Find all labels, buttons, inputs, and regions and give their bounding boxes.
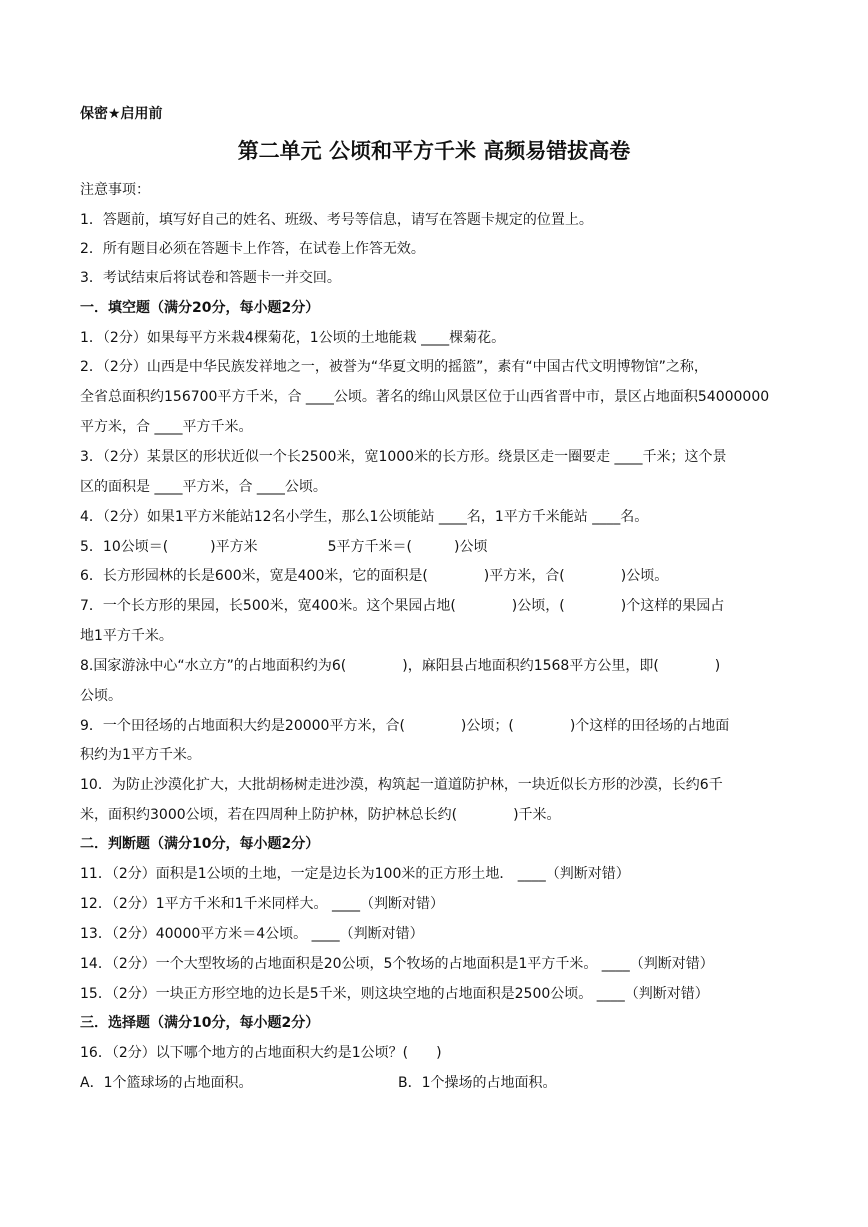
- question-line: 16．（2分）以下哪个地方的占地面积大约是1公顷？( ): [80, 1045, 442, 1061]
- question-line: 全省总面积约156700平方千米，合 ____公顷。著名的绵山风景区位于山西省晋中市，景区占地面积54000000: [80, 389, 770, 405]
- confidential-label: 保密★启用前: [80, 106, 163, 122]
- question-line: 12．（2分）1平方千米和1千米同样大。 ____（判断对错）: [80, 896, 444, 912]
- option-a: A．1个篮球场的占地面积。: [80, 1075, 253, 1091]
- question-line: 14．（2分）一个大型牧场的占地面积是20公顷，5个牧场的占地面积是1平方千米。 ____（判断对错）: [80, 956, 714, 972]
- question-line: 平方米，合 ____平方千米。: [80, 419, 253, 435]
- question-line: 区的面积是 ____平方米，合 ____公顷。: [80, 479, 327, 495]
- question-line: 9．一个田径场的占地面积大约是20000平方米，合( )公顷；( )个这样的田径场的占地面: [80, 718, 730, 734]
- question-line: 5．10公顷＝( )平方米 5平方千米＝( )公顷: [80, 539, 488, 555]
- question-line: 2．（2分）山西是中华民族发祥地之一，被誉为“华夏文明的摇篮”，素有“中国古代文明博物馆”之称，: [80, 359, 708, 375]
- page-title: 第二单元 公顷和平方千米 高频易错拔高卷: [237, 139, 631, 163]
- section-heading-judge: 二．判断题（满分10分，每小题2分）: [80, 836, 320, 852]
- notice-item: 2．所有题目必须在答题卡上作答，在试卷上作答无效。: [80, 241, 425, 257]
- section-heading-fill: 一．填空题（满分20分，每小题2分）: [80, 300, 320, 316]
- question-line: 米，面积约3000公顷，若在四周种上防护林，防护林总长约( )千米。: [80, 807, 561, 823]
- question-line: 积约为1平方千米。: [80, 747, 201, 763]
- question-line: 10．为防止沙漠化扩大，大批胡杨树走进沙漠，构筑起一道道防护林，一块近似长方形的沙漠，长约6千: [80, 777, 723, 793]
- section-heading-choice: 三．选择题（满分10分，每小题2分）: [80, 1015, 320, 1031]
- option-b: B．1个操场的占地面积。: [398, 1075, 557, 1091]
- notice-item: 1．答题前，填写好自己的姓名、班级、考号等信息，请写在答题卡规定的位置上。: [80, 212, 593, 228]
- question-line: 公顷。: [80, 688, 122, 704]
- question-line: 8.国家游泳中心“水立方”的占地面积约为6( )，麻阳县占地面积约1568平方公里，即( ): [80, 658, 721, 674]
- question-line: 1．（2分）如果每平方米栽4棵菊花，1公顷的土地能栽 ____棵菊花。: [80, 330, 506, 346]
- notice-heading: 注意事项：: [80, 182, 150, 198]
- question-line: 4．（2分）如果1平方米能站12名小学生，那么1公顷能站 ____名，1平方千米能站 ____名。: [80, 509, 649, 525]
- question-line: 6．长方形园林的长是600米，宽是400米，它的面积是( )平方米，合( )公顷。: [80, 568, 669, 584]
- question-line: 15．（2分）一块正方形空地的边长是5千米，则这块空地的占地面积是2500公顷。 ____（判断对错）: [80, 986, 709, 1002]
- question-line: 7．一个长方形的果园，长500米，宽400米。这个果园占地( )公顷，( )个这样的果园占: [80, 598, 725, 614]
- question-line: 3．（2分）某景区的形状近似一个长2500米，宽1000米的长方形。绕景区走一圈要走 ____千米；这个景: [80, 449, 727, 465]
- question-line: 11．（2分）面积是1公顷的土地，一定是边长为100米的正方形土地． ____（判断对错）: [80, 866, 630, 882]
- question-line: 13．（2分）40000平方米＝4公顷。 ____（判断对错）: [80, 926, 424, 942]
- notice-item: 3．考试结束后将试卷和答题卡一并交回。: [80, 270, 341, 286]
- question-line: 地1平方千米。: [80, 628, 173, 644]
